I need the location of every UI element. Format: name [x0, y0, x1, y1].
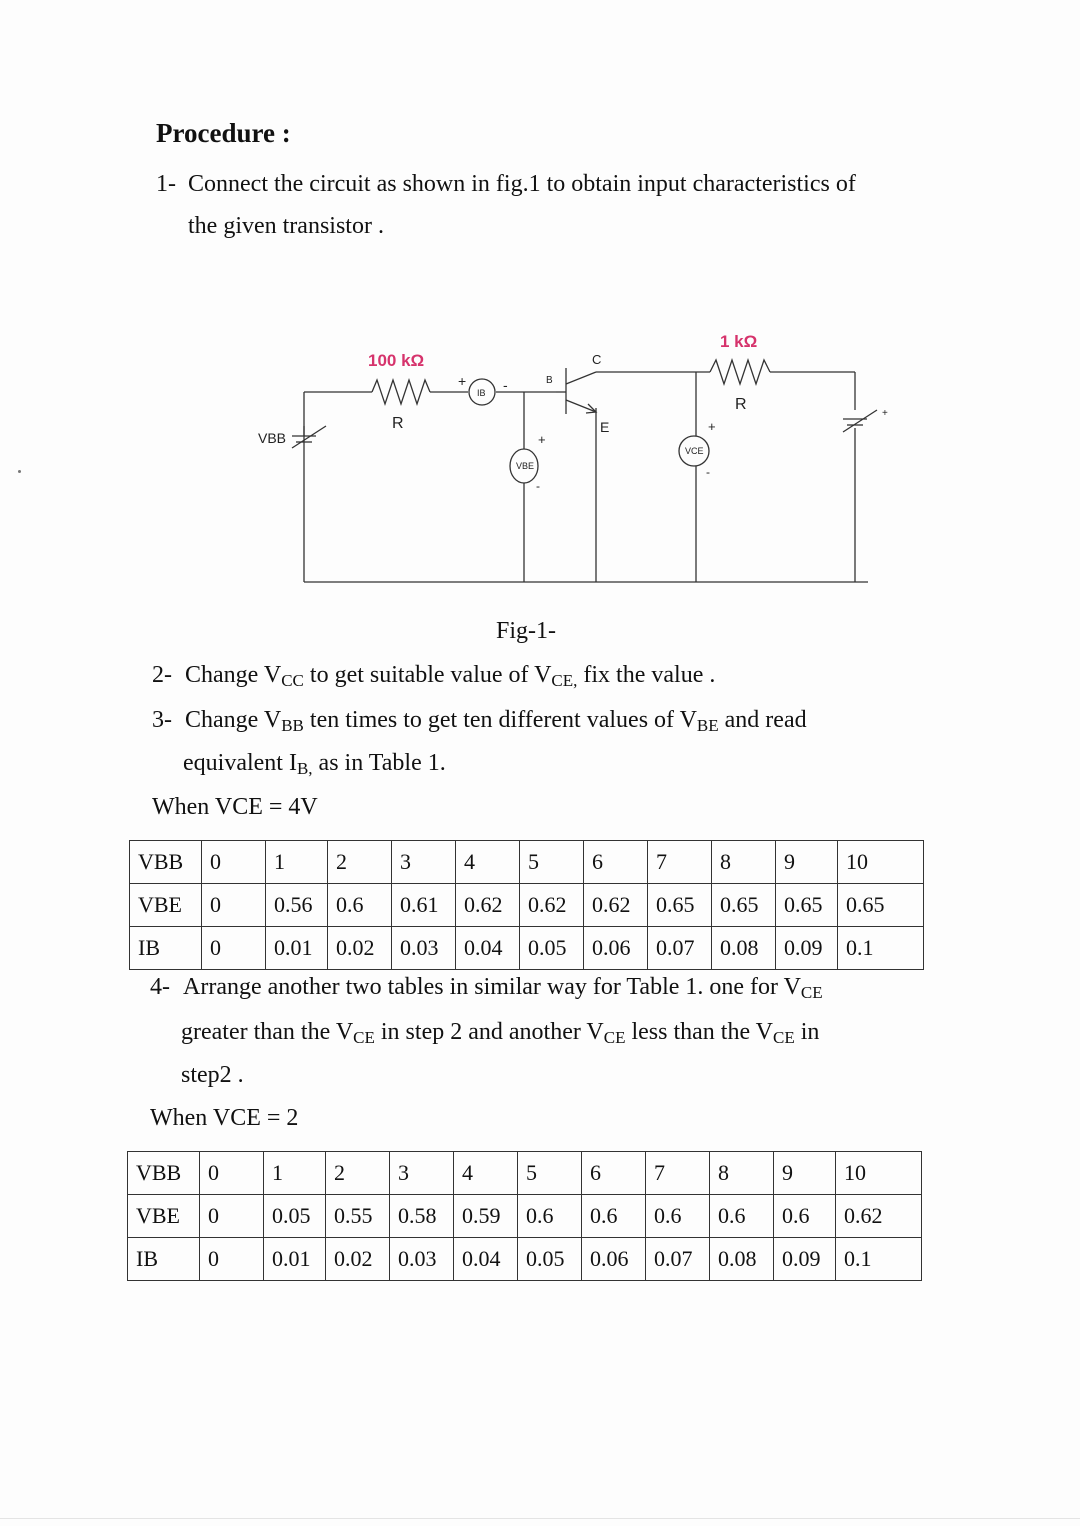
table-cell: 0.1: [836, 1238, 922, 1281]
step-1-line-1: Connect the circuit as shown in fig.1 to obtain input characteristics of: [188, 171, 856, 197]
table-2: [127, 1151, 922, 1281]
table-cell: 0.6: [518, 1195, 582, 1238]
table-cell: VBB: [130, 841, 202, 884]
table-cell: 5: [518, 1152, 582, 1195]
table-cell: 0.62: [836, 1195, 922, 1238]
table-cell: 0.06: [582, 1238, 646, 1281]
step-4-line-3: step2 .: [181, 1062, 244, 1088]
table-cell: 1: [264, 1152, 326, 1195]
table-cell: 0: [202, 884, 266, 927]
vbe-plus: +: [538, 432, 546, 447]
table-cell: 0.62: [456, 884, 520, 927]
table-cell: 0.03: [392, 927, 456, 970]
table-cell: 8: [710, 1152, 774, 1195]
table-1-row-ib: [130, 927, 924, 970]
vbb-source-symbol: [292, 426, 326, 448]
base-label: B: [546, 375, 553, 386]
table-2-row-vbb: [128, 1152, 922, 1195]
table-cell: 0.1: [838, 927, 924, 970]
table-cell: 4: [454, 1152, 518, 1195]
table-cell: 10: [838, 841, 924, 884]
table-cell: 0.02: [326, 1238, 390, 1281]
resistor-r2: [710, 360, 770, 384]
table-cell: 0: [200, 1195, 264, 1238]
table-cell: 0.6: [646, 1195, 710, 1238]
table-cell: 0.56: [266, 884, 328, 927]
table-cell: 3: [392, 841, 456, 884]
table-cell: 0.01: [264, 1238, 326, 1281]
emitter-label: E: [600, 419, 610, 435]
table-1-caption: When VCE = 4V: [152, 794, 318, 820]
table-cell: 8: [712, 841, 776, 884]
vbb-label: VBB: [258, 430, 287, 446]
table-cell: 0: [200, 1238, 264, 1281]
table-cell: 0.05: [264, 1195, 326, 1238]
table-cell: 0.65: [776, 884, 838, 927]
table-cell: 0.65: [838, 884, 924, 927]
table-cell: 0.6: [710, 1195, 774, 1238]
step-1-number: 1-: [156, 171, 176, 197]
table-cell: 0.62: [584, 884, 648, 927]
table-1-row-vbb: [130, 841, 924, 884]
table-cell: 3: [390, 1152, 454, 1195]
table-cell: 0.08: [710, 1238, 774, 1281]
ib-meter-label: IB: [477, 388, 486, 398]
table-cell: IB: [128, 1238, 200, 1281]
table-1-row-vbe: [130, 884, 924, 927]
table-cell: 0.09: [774, 1238, 836, 1281]
vbe-meter-label: VBE: [516, 461, 535, 471]
table-2-row-ib: [128, 1238, 922, 1281]
step-3-line-1: Change $V_{BB}$ ten times to get ten different values of $V_{BE}$ and read: [185, 707, 807, 735]
table-cell: 0.08: [712, 927, 776, 970]
table-cell: 0: [202, 927, 266, 970]
table-cell: 0.07: [646, 1238, 710, 1281]
step-4-number: 4-: [150, 974, 170, 1000]
table-cell: 0.09: [776, 927, 838, 970]
table-cell: 0.03: [390, 1238, 454, 1281]
table-cell: 0.58: [390, 1195, 454, 1238]
resistor-r1: [372, 380, 430, 404]
table-cell: 7: [648, 841, 712, 884]
r1-label: R: [392, 415, 404, 432]
table-cell: 0.6: [774, 1195, 836, 1238]
table-cell: 0.01: [266, 927, 328, 970]
table-cell: 0.61: [392, 884, 456, 927]
vce-minus: -: [706, 465, 710, 479]
table-cell: 0.05: [518, 1238, 582, 1281]
step-4-line-2: greater than the $V_{CE}$ in step 2 and another $V_{CE}$ less than the $V_{CE}$ in: [181, 1019, 820, 1047]
table-cell: 0.59: [454, 1195, 518, 1238]
table-2-row-vbe: [128, 1195, 922, 1238]
table-cell: 9: [776, 841, 838, 884]
step-3-line-2: equivalent $I_{B,}$ as in Table 1.: [183, 750, 446, 778]
table-cell: 6: [584, 841, 648, 884]
transistor-symbol: [556, 368, 596, 414]
table-cell: 4: [456, 841, 520, 884]
step-3-number: 3-: [152, 707, 172, 733]
step-1-line-2: the given transistor .: [188, 213, 384, 239]
table-cell: 0.04: [456, 927, 520, 970]
table-cell: 2: [328, 841, 392, 884]
r2-value: 1 kΩ: [720, 332, 758, 351]
table-cell: 0.55: [326, 1195, 390, 1238]
table-cell: 7: [646, 1152, 710, 1195]
step-2-number: 2-: [152, 662, 172, 688]
table-cell: VBB: [128, 1152, 200, 1195]
step-4-line-1: Arrange another two tables in similar way for Table 1. one for $V_{CE}$: [183, 974, 823, 1002]
table-cell: 0: [200, 1152, 264, 1195]
page-heading: Procedure :: [156, 118, 291, 148]
table-cell: 6: [582, 1152, 646, 1195]
table-cell: 0.02: [328, 927, 392, 970]
ib-minus: -: [503, 377, 508, 393]
table-cell: 0.65: [648, 884, 712, 927]
table-cell: 2: [326, 1152, 390, 1195]
table-cell: 5: [520, 841, 584, 884]
vcc-plus: +: [882, 408, 888, 419]
table-cell: 9: [774, 1152, 836, 1195]
table-cell: 0.05: [520, 927, 584, 970]
table-cell: 0.6: [582, 1195, 646, 1238]
scan-speck: [18, 470, 21, 473]
table-cell: 10: [836, 1152, 922, 1195]
step-2-text: Change $V_{CC}$ to get suitable value of $V_{CE,}$ fix the value .: [185, 662, 716, 690]
table-2-caption: When VCE = 2: [150, 1105, 299, 1131]
scan-edge-line: [0, 1518, 1080, 1519]
vce-meter-label: VCE: [685, 446, 704, 456]
table-cell: 0.6: [328, 884, 392, 927]
table-cell: IB: [130, 927, 202, 970]
table-cell: 0.07: [648, 927, 712, 970]
table-cell: 1: [266, 841, 328, 884]
vcc-source-symbol: [843, 410, 877, 432]
table-1: [129, 840, 924, 970]
table-cell: VBE: [128, 1195, 200, 1238]
r1-value: 100 kΩ: [368, 351, 425, 370]
table-cell: 0: [202, 841, 266, 884]
figure-caption: Fig-1-: [496, 618, 556, 644]
table-cell: 0.04: [454, 1238, 518, 1281]
r2-label: R: [735, 396, 747, 413]
collector-label: C: [592, 352, 602, 367]
table-cell: 0.62: [520, 884, 584, 927]
vbe-minus: -: [536, 479, 540, 493]
table-cell: VBE: [130, 884, 202, 927]
vce-plus: +: [708, 419, 716, 434]
table-cell: 0.06: [584, 927, 648, 970]
ib-plus: +: [458, 373, 467, 389]
table-cell: 0.65: [712, 884, 776, 927]
